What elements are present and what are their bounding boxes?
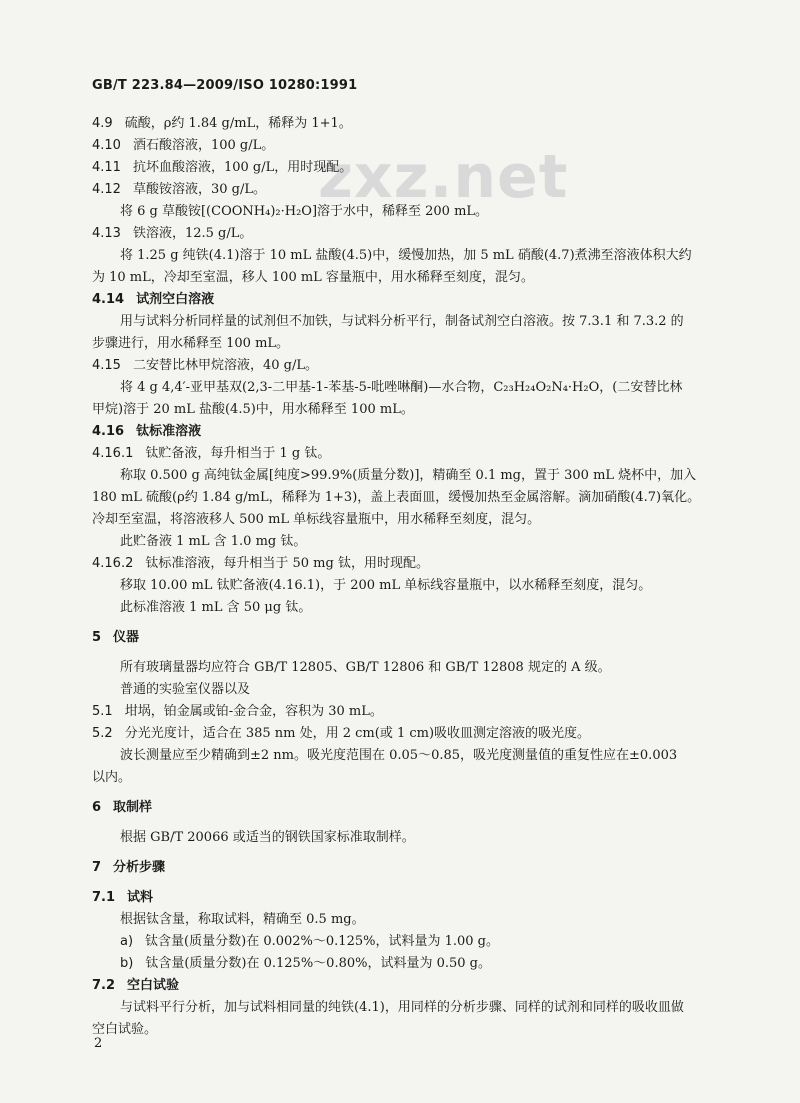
text-line xyxy=(92,490,700,506)
section-line xyxy=(92,890,153,906)
section-number: 4.12 xyxy=(92,182,121,197)
text-line xyxy=(120,534,306,550)
paragraph-text: 步骤进行，用水稀释至 100 mL。 xyxy=(92,336,290,351)
text-line xyxy=(120,830,415,846)
section-number: 4.16.2 xyxy=(92,556,134,571)
section-number: 4.15 xyxy=(92,358,121,373)
section-number: 6 xyxy=(92,800,102,815)
section-number: b) xyxy=(120,956,134,971)
section-number: 4.10 xyxy=(92,138,121,153)
section-heading: 钛标准溶液 xyxy=(136,424,202,439)
text-line xyxy=(92,770,131,786)
page-number: 2 xyxy=(94,1036,103,1051)
text-line xyxy=(120,748,677,764)
text-line xyxy=(120,600,311,616)
text-line xyxy=(92,336,289,352)
text-line xyxy=(120,1000,684,1016)
section-line xyxy=(92,556,429,572)
paragraph-text: 180 mL 硫酸(ρ约 1.84 g/mL，稀释为 1+3)，盖上表面皿，缓慢加热至金属溶解。滴加硝酸(4.7)氧化。 xyxy=(92,490,701,505)
section-heading: 分析步骤 xyxy=(113,860,166,875)
section-line xyxy=(92,704,383,720)
paragraph-text: 以内。 xyxy=(92,770,132,785)
paragraph-text: 分光光度计，适合在 385 nm 处，用 2 cm(或 1 cm)吸收皿测定溶液的吸光度。 xyxy=(124,726,591,741)
section-number: a) xyxy=(120,934,134,949)
section-line xyxy=(92,800,152,816)
paragraph-text: 普通的实验室仪器以及 xyxy=(120,682,251,697)
paragraph-text: 钛含量(质量分数)在 0.125%～0.80%，试料量为 0.50 g。 xyxy=(145,956,492,971)
section-number: 4.14 xyxy=(92,292,125,307)
section-number: 7.2 xyxy=(92,978,116,993)
section-line xyxy=(120,934,499,950)
text-line xyxy=(120,660,611,676)
paragraph-text: 用与试料分析同样量的试剂但不加铁，与试料分析平行，制备试剂空白溶液。按 7.3.1 和 7.3.2 的 xyxy=(120,314,684,329)
paragraph-text: 硫酸，ρ约 1.84 g/mL，稀释为 1+1。 xyxy=(124,116,352,131)
section-heading: 试料 xyxy=(127,890,154,905)
paragraph-text: 此贮备液 1 mL 含 1.0 mg 钛。 xyxy=(120,534,307,549)
text-line xyxy=(92,512,540,528)
text-line xyxy=(120,578,651,594)
paragraph-text: 将 1.25 g 纯铁(4.1)溶于 10 mL 盐酸(4.5)中，缓慢加热，加 5 mL 硝酸(4.7)煮沸至溶液体积大约 xyxy=(120,248,692,263)
section-line xyxy=(92,726,590,742)
section-number: 4.11 xyxy=(92,160,121,175)
paragraph-text: 移取 10.00 mL 钛贮备液(4.16.1)，于 200 mL 单标线容量瓶中，以水稀释至刻度，混匀。 xyxy=(120,578,652,593)
section-line xyxy=(92,226,252,242)
section-number: 4.16.1 xyxy=(92,446,134,461)
text-line xyxy=(120,380,682,396)
paragraph-text: 坩埚，铂金属或铂-金合金，容积为 30 mL。 xyxy=(124,704,383,719)
section-line xyxy=(120,956,491,972)
section-heading: 空白试验 xyxy=(127,978,180,993)
text-line xyxy=(120,912,365,928)
paragraph-text: 钛标准溶液，每升相当于 50 mg 钛，用时现配。 xyxy=(145,556,429,571)
section-line xyxy=(92,978,179,994)
section-number: 5.1 xyxy=(92,704,113,719)
section-line xyxy=(92,446,330,462)
text-line xyxy=(120,682,250,698)
paragraph-text: 酒石酸溶液，100 g/L。 xyxy=(132,138,275,153)
paragraph-text: 所有玻璃量器均应符合 GB/T 12805、GB/T 12806 和 GB/T 12808 规定的 A 级。 xyxy=(120,660,611,675)
section-heading: 仪器 xyxy=(113,630,140,645)
section-number: 4.9 xyxy=(92,116,113,131)
text-line xyxy=(120,204,488,220)
paragraph-text: 空白试验。 xyxy=(92,1022,158,1037)
section-line xyxy=(92,292,214,308)
paragraph-text: 甲烷)溶于 20 mL 盐酸(4.5)中，用水稀释至 100 mL。 xyxy=(92,402,414,417)
paragraph-text: 钛贮备液，每升相当于 1 g 钛。 xyxy=(145,446,331,461)
section-number: 7 xyxy=(92,860,102,875)
paragraph-text: 根据钛含量，称取试料，精确至 0.5 mg。 xyxy=(120,912,365,927)
section-line xyxy=(92,182,266,198)
text-line xyxy=(92,402,414,418)
paragraph-text: 冷却至室温，将溶液移人 500 mL 单标线容量瓶中，用水稀释至刻度，混匀。 xyxy=(92,512,541,527)
watermark: zxz.net xyxy=(318,142,569,212)
paragraph-text: 波长测量应至少精确到±2 nm。吸光度范围在 0.05～0.85，吸光度测量值的重复性应在±0.003 xyxy=(120,748,678,763)
section-number: 4.13 xyxy=(92,226,121,241)
section-number: 4.16 xyxy=(92,424,125,439)
section-number: 5 xyxy=(92,630,102,645)
text-line xyxy=(92,270,534,286)
section-line xyxy=(92,424,201,440)
paragraph-text: 为 10 mL，冷却至室温，移人 100 mL 容量瓶中，用水稀释至刻度，混匀。 xyxy=(92,270,534,285)
paragraph-text: 将 4 g 4,4′-亚甲基双(2,3-二甲基-1-苯基-5-吡唑啉酮)—水合物，C₂₃H₂₄O₂N₄·H₂O，(二安替比林 xyxy=(120,380,683,395)
section-line xyxy=(92,138,274,154)
paragraph-text: 将 6 g 草酸铵[(COONH₄)₂·H₂O]溶于水中，稀释至 200 mL。 xyxy=(120,204,489,219)
section-number: 5.2 xyxy=(92,726,113,741)
section-line xyxy=(92,358,318,374)
section-heading: 试剂空白溶液 xyxy=(136,292,215,307)
text-line xyxy=(120,314,684,330)
paragraph-text: 与试料平行分析，加与试料相同量的纯铁(4.1)，用同样的分析步骤、同样的试剂和同样的吸收皿做 xyxy=(120,1000,684,1015)
section-line xyxy=(92,860,165,876)
paragraph-text: 草酸铵溶液，30 g/L。 xyxy=(132,182,266,197)
paragraph-text: 称取 0.500 g 高纯钛金属[纯度>99.9%(质量分数)]，精确至 0.1 mg，置于 300 mL 烧杯中，加入 xyxy=(120,468,697,483)
section-number: 7.1 xyxy=(92,890,116,905)
paragraph-text: 二安替比林甲烷溶液，40 g/L。 xyxy=(132,358,318,373)
text-line xyxy=(120,468,696,484)
paragraph-text: 铁溶液，12.5 g/L。 xyxy=(132,226,253,241)
paragraph-text: 根据 GB/T 20066 或适当的钢铁国家标准取制样。 xyxy=(120,830,415,845)
section-line xyxy=(92,160,352,176)
text-line xyxy=(120,248,692,264)
section-heading: 取制样 xyxy=(113,800,153,815)
section-line xyxy=(92,630,139,646)
paragraph-text: 抗坏血酸溶液，100 g/L，用时现配。 xyxy=(132,160,353,175)
paragraph-text: 钛含量(质量分数)在 0.002%～0.125%，试料量为 1.00 g。 xyxy=(145,934,499,949)
section-line xyxy=(92,116,352,132)
paragraph-text: 此标准溶液 1 mL 含 50 μg 钛。 xyxy=(120,600,312,615)
document-header: GB/T 223.84—2009/ISO 10280:1991 xyxy=(92,78,358,93)
